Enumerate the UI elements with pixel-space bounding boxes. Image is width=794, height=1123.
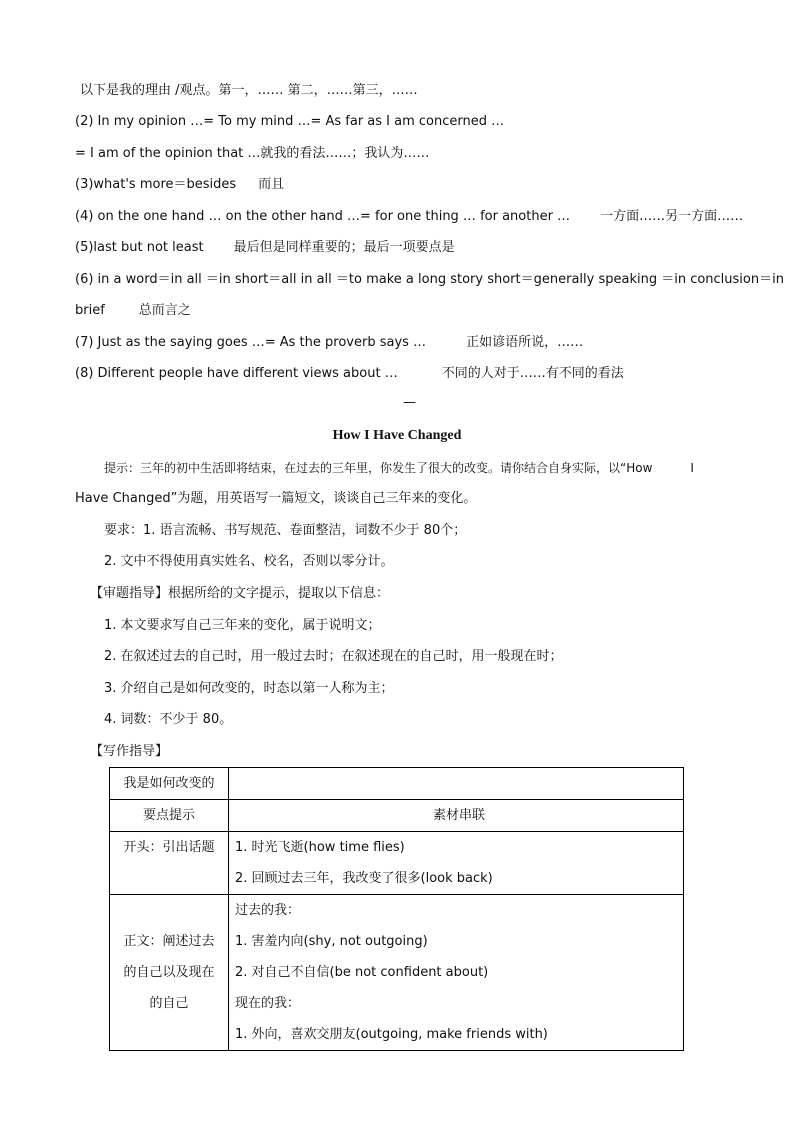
line-brief	[75, 302, 191, 320]
line-reasons: 以下是我的理由 /观点。第一，…… 第二，……第三，……	[80, 83, 418, 98]
phrase-meaning: 总而言之	[138, 303, 191, 318]
list-item: 过去的我：	[235, 903, 301, 918]
writing-heading: 【写作指导】	[90, 744, 169, 759]
guide-item-1: 1. 本文要求写自己三年来的变化，属于说明文；	[104, 618, 381, 633]
table-cell: 正文：阐述过去 的自己以及现在 的自己	[110, 895, 229, 1051]
guide-item-3: 3. 介绍自己是如何改变的，时态以第一人称为主；	[104, 681, 394, 696]
line-last-but-not-least	[75, 239, 455, 257]
list-item: 1. 害羞内向(shy, not outgoing)	[235, 934, 428, 949]
guide-item-2: 2. 在叙述过去的自己时，用一般过去时；在叙述现在的自己时，用一般现在时；	[104, 649, 563, 664]
essay-prompt: 提示：三年的初中生活即将结束，在过去的三年里，你发生了很大的改变。请你结合自身实际，以“How I	[104, 461, 694, 475]
phrase: brief	[75, 303, 105, 318]
phrase: (5)last but not least	[75, 240, 204, 255]
table-row	[110, 768, 684, 800]
line-in-a-word: (6) in a word＝in all ＝in short＝all in all ＝to make a long story short＝generally speaking ＝in conclusion＝in	[75, 272, 784, 287]
writing-guide-table	[109, 767, 684, 1051]
guide-item-4: 4. 词数：不少于 80。	[104, 712, 233, 727]
list-item: 2. 对自己不自信(be not confident about)	[235, 965, 489, 980]
line-opinion: (2) In my opinion …= To my mind …= As far as I am concerned …	[75, 114, 505, 129]
guide-heading: 【审题指导】根据所给的文字提示，提取以下信息：	[90, 586, 390, 601]
list-item: 1. 外向，喜欢交朋友(outgoing, make friends with)	[235, 1027, 548, 1042]
phrase-meaning: 不同的人对于……有不同的看法	[441, 366, 624, 381]
table-cell	[229, 895, 684, 1051]
line-saying	[75, 334, 583, 352]
section-divider: —	[403, 395, 416, 410]
list-item: 1. 时光飞逝(how time flies)	[235, 840, 405, 855]
phrase: (7) Just as the saying goes …= As the proverb says …	[75, 335, 427, 350]
requirement-1: 要求：1. 语言流畅、书写规范、卷面整洁，词数不少于 80个；	[104, 523, 467, 538]
phrase-meaning: 一方面……另一方面……	[600, 209, 744, 224]
phrase: (3)what's more＝besides	[75, 177, 237, 192]
phrase: (8) Different people have different views about …	[75, 366, 398, 381]
table-cell: 我是如何改变的	[110, 768, 229, 800]
phrase-meaning: 正如谚语所说，……	[466, 335, 584, 350]
table-cell: 开头：引出话题	[110, 832, 229, 895]
table-row	[110, 832, 684, 895]
table-row	[110, 895, 684, 1051]
list-item: 现在的我：	[235, 996, 301, 1011]
table-cell	[229, 832, 684, 895]
line-opinion-2: = I am of the opinion that …就我的看法……；我认为……	[75, 146, 430, 161]
requirement-2: 2. 文中不得使用真实姓名、校名，否则以零分计。	[104, 554, 394, 569]
line-whats-more	[75, 176, 284, 194]
table-header-row	[110, 800, 684, 832]
phrase: (4) on the one hand … on the other hand …= for one thing … for another …	[75, 209, 571, 224]
table-header: 要点提示	[110, 800, 229, 832]
essay-prompt-2: Have Changed”为题，用英语写一篇短文，谈谈自己三年来的变化。	[75, 491, 477, 506]
line-different-views	[75, 365, 624, 383]
phrase-meaning: 最后但是同样重要的；最后一项要点是	[233, 240, 455, 255]
list-item: 2. 回顾过去三年，我改变了很多(look back)	[235, 871, 493, 886]
table-header: 素材串联	[229, 800, 684, 832]
line-one-hand	[75, 208, 743, 226]
phrase-meaning: 而且	[258, 177, 285, 192]
essay-title: How I Have Changed	[332, 428, 462, 443]
table-cell	[229, 768, 684, 800]
